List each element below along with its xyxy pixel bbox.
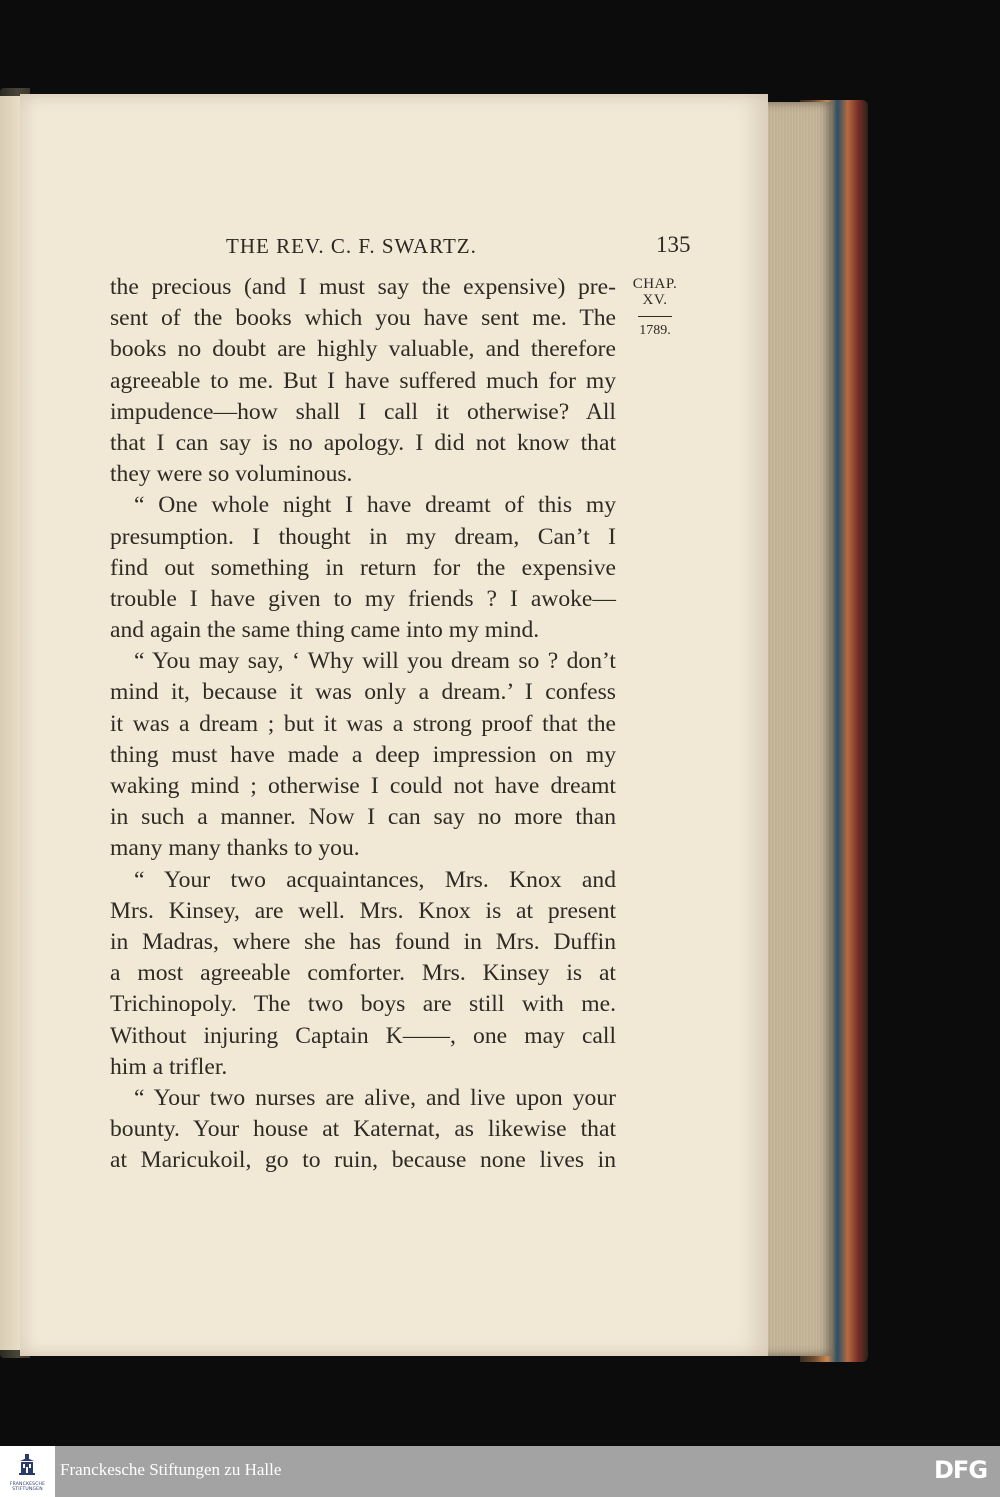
- running-head: [20, 234, 768, 264]
- text-line: at Maricukoil, go to ruin, because none lives in: [110, 1147, 616, 1174]
- institution-logo[interactable]: [0, 1446, 55, 1497]
- body-text: [110, 272, 616, 1176]
- text-line: thing must have made a deep impression on my: [110, 741, 616, 768]
- text-line: trouble I have given to my friends ? I awoke—: [110, 585, 616, 612]
- text-line: “ One whole night I have dreamt of this my: [134, 492, 616, 519]
- text-line: in Madras, where she has found in Mrs. Duffin: [110, 928, 616, 955]
- margin-note: [630, 276, 680, 339]
- text-line: that I can say is no apology. I did not know that: [110, 429, 616, 456]
- institution-emblem-icon: [18, 1454, 36, 1476]
- text-line: bounty. Your house at Katernat, as likewise that: [110, 1116, 616, 1143]
- text-line: Without injuring Captain K——, one may call: [110, 1022, 616, 1049]
- text-line: “ Your two nurses are alive, and live upon your: [134, 1084, 616, 1111]
- logo-caption: FRANCKESCHE STIFTUNGEN: [9, 1482, 46, 1492]
- book-page: [20, 94, 768, 1356]
- text-line: in such a manner. Now I can say no more than: [110, 804, 616, 831]
- dfg-logo: DFG: [934, 1456, 988, 1484]
- text-line: and again the same thing came into my mind.: [110, 617, 540, 644]
- page-edges: [764, 102, 834, 1356]
- margin-note-chapter: CHAP.: [632, 276, 678, 292]
- text-line: agreeable to me. But I have suffered much for my: [110, 367, 616, 394]
- margin-note-year: 1789.: [639, 323, 671, 338]
- margin-note-rule: [638, 316, 672, 317]
- text-line: mind it, because it was only a dream.’ I confess: [110, 679, 616, 706]
- text-line: him a trifler.: [110, 1053, 228, 1080]
- text-line: many many thanks to you.: [110, 835, 360, 862]
- previous-page-edge: [0, 96, 22, 1350]
- margin-note-chapter-number: XV.: [642, 292, 668, 308]
- text-line: Trichinopoly. The two boys are still with me.: [110, 991, 616, 1018]
- page-number: 135: [656, 232, 691, 257]
- text-line: books no doubt are highly valuable, and therefore: [110, 336, 616, 363]
- text-line: Mrs. Kinsey, are well. Mrs. Knox is at present: [110, 897, 616, 924]
- institution-name: Franckesche Stiftungen zu Halle: [60, 1460, 282, 1479]
- text-line: presumption. I thought in my dream, Can’t I: [110, 523, 616, 550]
- text-line: they were so voluminous.: [110, 461, 353, 488]
- text-line: “ You may say, ‘ Why will you dream so ? don’t: [134, 648, 616, 675]
- text-line: waking mind ; otherwise I could not have dreamt: [110, 773, 616, 799]
- text-line: sent of the books which you have sent me. The: [110, 305, 616, 332]
- text-line: a most agreeable comforter. Mrs. Kinsey is at: [110, 960, 616, 987]
- text-line: the precious (and I must say the expensive) pre-: [110, 274, 616, 300]
- text-line: impudence—how shall I call it otherwise? All: [110, 398, 616, 425]
- text-line: find out something in return for the expensive: [110, 554, 616, 581]
- text-line: “ Your two acquaintances, Mrs. Knox and: [134, 866, 616, 893]
- running-title: THE REV. C. F. SWARTZ.: [226, 234, 477, 258]
- text-line: it was a dream ; but it was a strong proof that the: [110, 710, 616, 737]
- viewer-footer: [0, 1446, 1000, 1497]
